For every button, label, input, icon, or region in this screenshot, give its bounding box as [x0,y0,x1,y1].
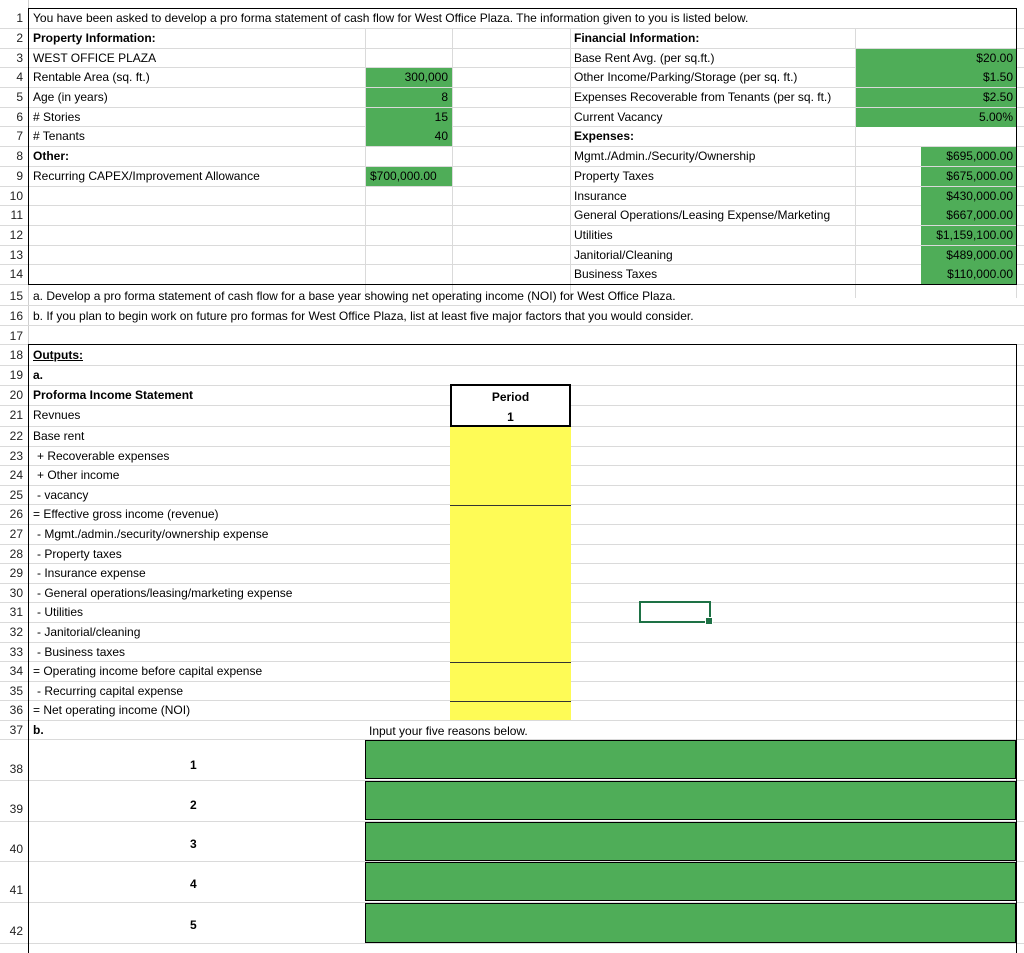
input-recoverable[interactable]: $2.50 [856,88,1016,107]
line-effective-gross-income: = Effective gross income (revenue) [33,507,219,521]
input-capex[interactable]: $700,000.00 [366,167,452,186]
row-number[interactable]: 14 [9,267,23,281]
row-number[interactable]: 9 [16,169,23,183]
expense-label-general-ops: General Operations/Leasing Expense/Marketing [574,208,831,222]
other-header: Other: [33,149,69,163]
input-tenants[interactable]: 40 [366,127,452,146]
expense-label-utilities: Utilities [574,228,613,242]
reason-number-3: 3 [190,837,197,851]
fill-handle[interactable] [705,617,713,625]
line-recurring-capital: - Recurring capital expense [37,684,184,698]
selected-cell[interactable] [639,601,711,623]
input-expense-janitorial[interactable]: $489,000.00 [921,246,1016,265]
line-vacancy: - vacancy [37,488,89,502]
input-expense-general-ops[interactable]: $667,000.00 [921,206,1016,225]
reasons-prompt: Input your five reasons below. [369,724,528,738]
line-base-rent: Base rent [33,429,85,443]
expense-label-insurance: Insurance [574,189,627,203]
input-stories[interactable]: 15 [366,108,452,127]
line-other-income: + Other income [37,468,120,482]
outputs-b-label: b. [33,723,44,737]
row-number[interactable]: 11 [10,208,23,222]
line-insurance-expense: - Insurance expense [37,566,146,580]
capex-label: Recurring CAPEX/Improvement Allowance [33,169,260,183]
row-number[interactable]: 38 [9,762,23,776]
row-number[interactable]: 17 [9,329,23,343]
row-number[interactable]: 15 [9,289,23,303]
row-number[interactable]: 23 [9,449,23,463]
answer-column[interactable] [450,427,571,720]
line-mgmt-expense: - Mgmt./admin./security/ownership expense [37,527,269,541]
reason-number-1: 1 [190,758,197,772]
row-number[interactable]: 21 [9,408,23,422]
input-expense-property-taxes[interactable]: $675,000.00 [921,167,1016,186]
row-number[interactable]: 27 [9,527,23,541]
row-number[interactable]: 31 [9,605,23,619]
line-operating-income: = Operating income before capital expense [33,664,263,678]
line-property-taxes: - Property taxes [37,547,122,561]
property-label-stories: # Stories [33,110,81,124]
period-number: 1 [507,410,514,424]
input-expense-business-taxes[interactable]: $110,000.00 [921,265,1016,284]
row-number[interactable]: 36 [9,703,23,717]
financial-info-header: Financial Information: [574,31,700,45]
row-number[interactable]: 4 [16,70,23,84]
row-number[interactable]: 25 [9,488,23,502]
input-rentable-area[interactable]: 300,000 [366,68,452,87]
row-number[interactable]: 30 [9,586,23,600]
row-number[interactable]: 22 [9,429,23,443]
row-number[interactable]: 41 [9,883,23,897]
row-number[interactable]: 32 [9,625,23,639]
reason-number-5: 5 [190,918,197,932]
row-number[interactable]: 34 [9,664,23,678]
input-other-income[interactable]: $1.50 [856,68,1016,87]
reason-input-2[interactable] [365,781,1016,820]
row-number[interactable]: 16 [9,309,23,323]
input-expense-utilities[interactable]: $1,159,100.00 [921,226,1016,245]
row-number[interactable]: 13 [9,248,23,262]
question-a: a. Develop a pro forma statement of cash flow for a base year showing net operating income (NOI) for West Office Plaza. [33,289,676,303]
question-b: b. If you plan to begin work on future pro formas for West Office Plaza, list at least five major factors that you would consider. [33,309,694,323]
row-number[interactable]: 1 [16,11,23,25]
input-expense-insurance[interactable]: $430,000.00 [921,187,1016,206]
row-number[interactable]: 33 [9,645,23,659]
row-number[interactable]: 24 [9,468,23,482]
expense-label-business-taxes: Business Taxes [574,267,658,281]
row-number[interactable]: 26 [9,507,23,521]
row-number[interactable]: 39 [9,802,23,816]
statement-title: Proforma Income Statement [33,388,194,402]
row-number[interactable]: 35 [9,684,23,698]
row-number[interactable]: 28 [9,547,23,561]
row-number[interactable]: 8 [16,149,23,163]
period-label: Period [491,390,530,404]
line-utilities: - Utilities [37,605,84,619]
row-number[interactable]: 20 [9,388,23,402]
period-header [450,384,571,427]
gridline [0,325,1024,326]
outputs-header: Outputs: [33,348,83,362]
line-noi: = Net operating income (NOI) [33,703,191,717]
row-number[interactable]: 10 [9,189,23,203]
row-number[interactable]: 5 [16,90,23,104]
row-number[interactable]: 12 [9,228,23,242]
expense-label-property-taxes: Property Taxes [574,169,654,183]
reason-input-5[interactable] [365,903,1016,943]
reason-input-1[interactable] [365,740,1016,779]
row-number[interactable]: 19 [9,368,23,382]
input-age[interactable]: 8 [366,88,452,107]
row-number[interactable]: 37 [9,723,23,737]
input-vacancy[interactable]: 5.00% [856,108,1016,127]
line-recoverable-expenses: + Recoverable expenses [37,449,170,463]
row-number[interactable]: 18 [9,348,23,362]
reason-input-3[interactable] [365,822,1016,861]
reason-number-2: 2 [190,798,197,812]
property-label-rentable-area: Rentable Area (sq. ft.) [33,70,150,84]
row-number[interactable]: 6 [16,110,23,124]
financial-label-recoverable: Expenses Recoverable from Tenants (per sq. ft.) [574,90,832,104]
input-expense-mgmt[interactable]: $695,000.00 [921,147,1016,166]
row-number[interactable]: 7 [16,129,23,143]
line-revenues: Revnues [33,408,81,422]
financial-label-other-income: Other Income/Parking/Storage (per sq. ft.) [574,70,798,84]
row-number[interactable]: 40 [9,842,23,856]
row-number[interactable]: 42 [9,924,23,938]
reason-input-4[interactable] [365,862,1016,901]
expense-label-mgmt: Mgmt./Admin./Security/Ownership [574,149,756,163]
gridline [0,305,1024,306]
line-janitorial: - Janitorial/cleaning [37,625,141,639]
property-label-tenants: # Tenants [33,129,85,143]
row-number[interactable]: 2 [16,31,23,45]
expenses-header: Expenses: [574,129,635,143]
outputs-a-label: a. [33,368,44,382]
intro-text: You have been asked to develop a pro forma statement of cash flow for West Office Plaza. The information given to you is listed below. [33,11,749,25]
property-label-age: Age (in years) [33,90,108,104]
expense-label-janitorial: Janitorial/Cleaning [574,248,673,262]
financial-label-vacancy: Current Vacancy [574,110,663,124]
reason-number-4: 4 [190,877,197,891]
line-business-taxes: - Business taxes [37,645,126,659]
property-name: WEST OFFICE PLAZA [33,51,157,65]
input-base-rent[interactable]: $20.00 [856,49,1016,68]
property-info-header: Property Information: [33,31,156,45]
row-number[interactable]: 3 [16,51,23,65]
financial-label-base-rent: Base Rent Avg. (per sq.ft.) [574,51,715,65]
row-number[interactable]: 29 [9,566,23,580]
line-general-operations: - General operations/leasing/marketing expense [37,586,293,600]
